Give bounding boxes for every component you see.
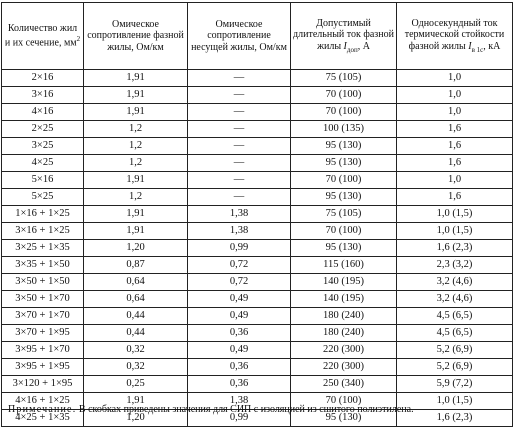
table-note <box>8 404 414 415</box>
cell-permissible-current: 70 (100) <box>291 172 397 189</box>
cell-cores-section: 3×16 <box>2 87 84 104</box>
cell-cores-section: 4×25 <box>2 155 84 172</box>
cell-carrier-resistance: 1,38 <box>188 393 291 410</box>
cell-permissible-current: 95 (130) <box>291 155 397 172</box>
cell-short-circuit-current: 5,2 (6,9) <box>397 342 513 359</box>
cell-carrier-resistance: — <box>188 121 291 138</box>
cell-permissible-current: 95 (130) <box>291 240 397 257</box>
cell-carrier-resistance: 0,36 <box>188 359 291 376</box>
cell-permissible-current: 220 (300) <box>291 359 397 376</box>
cell-phase-resistance: 1,20 <box>84 240 188 257</box>
table-row <box>2 359 513 376</box>
cell-carrier-resistance: — <box>188 87 291 104</box>
cell-short-circuit-current: 1,0 <box>397 172 513 189</box>
cell-carrier-resistance: 0,36 <box>188 325 291 342</box>
cell-cores-section: 5×25 <box>2 189 84 206</box>
table-row <box>2 138 513 155</box>
table-row <box>2 274 513 291</box>
cell-phase-resistance: 1,2 <box>84 121 188 138</box>
cell-short-circuit-current: 4,5 (6,5) <box>397 308 513 325</box>
cell-permissible-current: 180 (240) <box>291 308 397 325</box>
cell-phase-resistance: 1,91 <box>84 206 188 223</box>
cell-carrier-resistance: 0,72 <box>188 274 291 291</box>
cell-phase-resistance: 0,25 <box>84 376 188 393</box>
table-body <box>2 70 513 427</box>
cell-cores-section: 1×16 + 1×25 <box>2 206 84 223</box>
table-header <box>2 3 513 70</box>
table-row <box>2 325 513 342</box>
cell-permissible-current: 95 (130) <box>291 138 397 155</box>
table-row <box>2 70 513 87</box>
cell-permissible-current: 180 (240) <box>291 325 397 342</box>
cell-cores-section: 3×120 + 1×95 <box>2 376 84 393</box>
cell-permissible-current: 70 (100) <box>291 87 397 104</box>
cell-short-circuit-current: 3,2 (4,6) <box>397 291 513 308</box>
cell-phase-resistance: 1,2 <box>84 155 188 172</box>
cell-phase-resistance: 0,32 <box>84 359 188 376</box>
cell-phase-resistance: 1,2 <box>84 189 188 206</box>
note-lead: Примечание. <box>8 404 77 415</box>
cell-cores-section: 3×16 + 1×25 <box>2 223 84 240</box>
cell-short-circuit-current: 1,6 <box>397 138 513 155</box>
cell-cores-section: 2×16 <box>2 70 84 87</box>
table-row <box>2 87 513 104</box>
table-row <box>2 155 513 172</box>
note-text: В скобках приведены значения для СИП с изоляцией из сшитого полиэтилена. <box>76 404 414 415</box>
table-row <box>2 172 513 189</box>
cell-carrier-resistance: — <box>188 189 291 206</box>
table-row <box>2 121 513 138</box>
cell-short-circuit-current: 1,6 (2,3) <box>397 410 513 427</box>
table-row <box>2 291 513 308</box>
cell-cores-section: 4×25 + 1×35 <box>2 410 84 427</box>
cell-carrier-resistance: — <box>188 138 291 155</box>
cell-permissible-current: 95 (130) <box>291 189 397 206</box>
cell-short-circuit-current: 3,2 (4,6) <box>397 274 513 291</box>
cell-phase-resistance: 0,44 <box>84 325 188 342</box>
header-permissible-current: Допустимый длительный ток фазной жилы $I_{доп}$, А <box>291 3 397 70</box>
table-row <box>2 257 513 274</box>
cell-carrier-resistance: 1,38 <box>188 223 291 240</box>
cell-short-circuit-current: 1,6 (2,3) <box>397 240 513 257</box>
table-row <box>2 240 513 257</box>
cell-short-circuit-current: 1,6 <box>397 189 513 206</box>
cell-short-circuit-current: 1,0 <box>397 70 513 87</box>
table-row <box>2 104 513 121</box>
header-row <box>2 3 513 70</box>
cell-permissible-current: 220 (300) <box>291 342 397 359</box>
cell-permissible-current: 140 (195) <box>291 274 397 291</box>
cell-phase-resistance: 1,20 <box>84 410 188 427</box>
cell-carrier-resistance: 0,99 <box>188 240 291 257</box>
cell-carrier-resistance: 0,36 <box>188 376 291 393</box>
table-row <box>2 223 513 240</box>
cell-cores-section: 3×95 + 1×70 <box>2 342 84 359</box>
table-row <box>2 206 513 223</box>
cell-short-circuit-current: 1,0 (1,5) <box>397 223 513 240</box>
cell-phase-resistance: 1,91 <box>84 104 188 121</box>
table-row <box>2 342 513 359</box>
table-row <box>2 376 513 393</box>
header-cores-section: Количество жил и их сечение, $мм^2$ <box>2 3 84 70</box>
cell-short-circuit-current: 1,0 (1,5) <box>397 393 513 410</box>
cell-permissible-current: 250 (340) <box>291 376 397 393</box>
cell-carrier-resistance: — <box>188 104 291 121</box>
cell-cores-section: 4×16 <box>2 104 84 121</box>
cell-cores-section: 3×50 + 1×70 <box>2 291 84 308</box>
cell-carrier-resistance: 1,38 <box>188 206 291 223</box>
cell-permissible-current: 70 (100) <box>291 104 397 121</box>
cell-permissible-current: 75 (105) <box>291 206 397 223</box>
cell-carrier-resistance: — <box>188 172 291 189</box>
cell-permissible-current: 70 (100) <box>291 393 397 410</box>
cell-phase-resistance: 1,91 <box>84 87 188 104</box>
cell-permissible-current: 70 (100) <box>291 223 397 240</box>
cell-short-circuit-current: 1,0 <box>397 87 513 104</box>
cell-phase-resistance: 0,44 <box>84 308 188 325</box>
cell-phase-resistance: 0,64 <box>84 274 188 291</box>
cell-carrier-resistance: 0,49 <box>188 342 291 359</box>
cell-permissible-current: 115 (160) <box>291 257 397 274</box>
cell-cores-section: 4×16 + 1×25 <box>2 393 84 410</box>
cell-permissible-current: 95 (130) <box>291 410 397 427</box>
cell-short-circuit-current: 1,6 <box>397 121 513 138</box>
sip-parameters-table <box>1 2 513 427</box>
cell-short-circuit-current: 1,0 <box>397 104 513 121</box>
cell-short-circuit-current: 1,0 (1,5) <box>397 206 513 223</box>
cell-cores-section: 3×25 <box>2 138 84 155</box>
cell-carrier-resistance: 0,49 <box>188 291 291 308</box>
cell-phase-resistance: 1,91 <box>84 70 188 87</box>
cell-permissible-current: 75 (105) <box>291 70 397 87</box>
cell-carrier-resistance: 0,49 <box>188 308 291 325</box>
header-carrier-resistance: Омическое сопротивление несущей жилы, Ом/км <box>188 3 291 70</box>
cell-permissible-current: 140 (195) <box>291 291 397 308</box>
cell-cores-section: 3×70 + 1×70 <box>2 308 84 325</box>
cell-carrier-resistance: — <box>188 155 291 172</box>
cell-short-circuit-current: 4,5 (6,5) <box>397 325 513 342</box>
cell-cores-section: 3×25 + 1×35 <box>2 240 84 257</box>
cell-short-circuit-current: 1,6 <box>397 155 513 172</box>
table-row <box>2 308 513 325</box>
cell-cores-section: 2×25 <box>2 121 84 138</box>
cell-carrier-resistance: 0,99 <box>188 410 291 427</box>
cell-cores-section: 3×70 + 1×95 <box>2 325 84 342</box>
cell-carrier-resistance: 0,72 <box>188 257 291 274</box>
cell-cores-section: 3×35 + 1×50 <box>2 257 84 274</box>
cell-cores-section: 5×16 <box>2 172 84 189</box>
cell-phase-resistance: 1,91 <box>84 393 188 410</box>
cell-permissible-current: 100 (135) <box>291 121 397 138</box>
table-row <box>2 189 513 206</box>
cell-cores-section: 3×95 + 1×95 <box>2 359 84 376</box>
cell-phase-resistance: 0,32 <box>84 342 188 359</box>
cell-phase-resistance: 1,2 <box>84 138 188 155</box>
cell-short-circuit-current: 5,2 (6,9) <box>397 359 513 376</box>
cell-phase-resistance: 1,91 <box>84 223 188 240</box>
cell-phase-resistance: 0,64 <box>84 291 188 308</box>
cell-carrier-resistance: — <box>188 70 291 87</box>
header-short-circuit-current: Односекундный ток термической стойкости фазной жилы $I_{в 1с}$, кА <box>397 3 513 70</box>
cell-phase-resistance: 1,91 <box>84 172 188 189</box>
cell-short-circuit-current: 2,3 (3,2) <box>397 257 513 274</box>
cell-cores-section: 3×50 + 1×50 <box>2 274 84 291</box>
cell-phase-resistance: 0,87 <box>84 257 188 274</box>
cell-short-circuit-current: 5,9 (7,2) <box>397 376 513 393</box>
header-phase-resistance: Омическое сопротивление фазной жилы, Ом/км <box>84 3 188 70</box>
